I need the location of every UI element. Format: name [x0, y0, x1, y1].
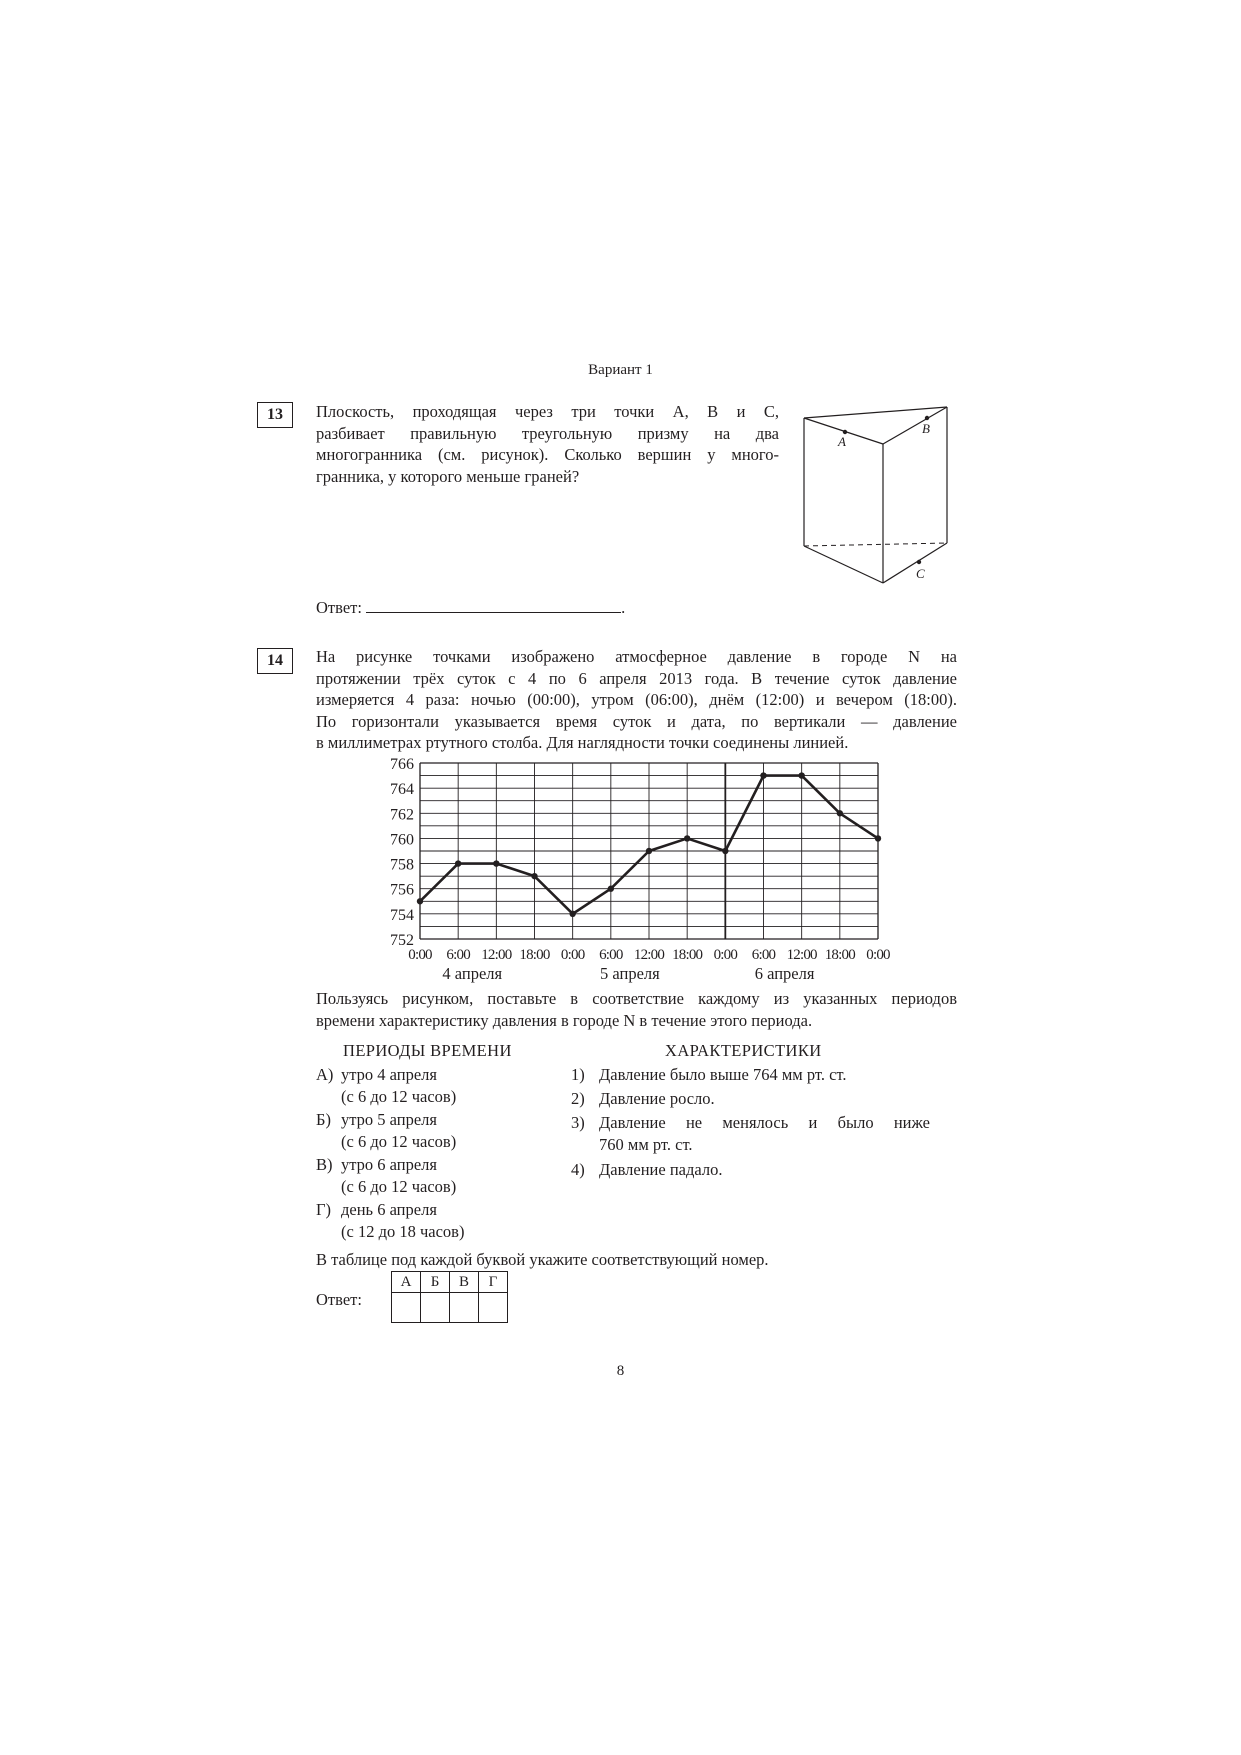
- char-text: Давление не менялось и было ниже: [599, 1113, 930, 1132]
- x-tick-label: 0:00: [713, 947, 738, 963]
- label-b: B: [922, 421, 930, 436]
- point-c: [917, 560, 921, 564]
- question-14-text: [316, 646, 957, 754]
- table-instruction: В таблице под каждой буквой укажите соответствующий номер.: [316, 1250, 769, 1269]
- q13-line: многогранника (см. рисунок). Сколько вершин у много-: [316, 445, 779, 464]
- q14-instr-line: Пользуясь рисунком, поставьте в соответствие каждому из указанных периодов: [316, 989, 957, 1008]
- period-time: (с 12 до 18 часов): [341, 1222, 465, 1241]
- periods-title: ПЕРИОДЫ ВРЕМЕНИ: [343, 1041, 512, 1060]
- x-tick-label: 6:00: [446, 947, 470, 963]
- period-item: В): [316, 1155, 333, 1174]
- answer-cell-a[interactable]: [392, 1293, 421, 1323]
- data-point: [608, 886, 614, 892]
- answer-cell-b[interactable]: [421, 1293, 450, 1323]
- data-point: [531, 873, 537, 879]
- x-tick-label: 18:00: [519, 947, 550, 963]
- q14-line: в миллиметрах ртутного столба. Для наглядности точки соединены линией.: [316, 733, 849, 752]
- q14-instructions: [316, 988, 957, 1031]
- question-13-text: [316, 401, 779, 487]
- x-tick-label: 12:00: [481, 947, 512, 963]
- answer-table-header: В: [450, 1272, 479, 1293]
- prism-figure: [790, 395, 960, 595]
- data-point: [760, 772, 766, 778]
- x-tick-label: 0:00: [866, 947, 890, 963]
- q13-line: разбивает правильную треугольную призму на два: [316, 423, 779, 443]
- y-tick-label: 754: [390, 906, 414, 924]
- q13-answer-field[interactable]: [366, 596, 621, 613]
- x-tick-label: 6:00: [751, 947, 776, 963]
- answer-cell-v[interactable]: [450, 1293, 479, 1323]
- label-a: A: [838, 434, 846, 449]
- data-point: [455, 860, 461, 866]
- period-time: (с 6 до 12 часов): [341, 1132, 457, 1151]
- y-tick-label: 766: [390, 756, 414, 773]
- char-text: 760 мм рт. ст.: [599, 1135, 693, 1154]
- answer-table-header: Г: [479, 1272, 508, 1293]
- date-label: 4 апреля: [442, 964, 503, 983]
- period-time: (с 6 до 12 часов): [341, 1087, 457, 1106]
- q13-answer-row: [316, 596, 625, 619]
- q14-line: По горизонтали указывается время суток и дата, по вертикали — давление: [316, 711, 957, 731]
- label-c: C: [916, 566, 925, 581]
- data-point: [417, 898, 423, 904]
- question-13-number: 13: [257, 402, 293, 428]
- q13-line: Плоскость, проходящая через три точки A, B и C,: [316, 402, 779, 421]
- data-point: [837, 810, 843, 816]
- period-text: утро 5 апреля: [341, 1110, 437, 1129]
- x-tick-label: 18:00: [824, 947, 855, 963]
- x-tick-label: 12:00: [633, 947, 665, 963]
- x-tick-label: 0:00: [408, 947, 432, 963]
- data-point: [798, 772, 804, 778]
- data-point: [722, 848, 728, 854]
- point-b: [925, 416, 929, 420]
- q14-line: На рисунке точками изображено атмосферное давление в городе N на: [316, 647, 957, 666]
- period-time: (с 6 до 12 часов): [341, 1177, 457, 1196]
- q14-line: измеряется 4 раза: ночью (00:00), утром (06:00), днём (12:00) и вечером (18:00).: [316, 690, 957, 709]
- x-tick-label: 18:00: [672, 947, 703, 963]
- y-tick-label: 760: [390, 831, 414, 849]
- pressure-chart: [380, 750, 920, 990]
- char-number: 3): [571, 1113, 585, 1132]
- page-header: Вариант 1: [588, 362, 653, 378]
- data-point: [684, 835, 690, 841]
- answer-cell-g[interactable]: [479, 1293, 508, 1323]
- x-tick-label: 12:00: [786, 947, 817, 963]
- char-text: Давление было выше 764 мм рт. ст.: [599, 1065, 847, 1084]
- q13-answer-end: .: [621, 598, 626, 617]
- date-label: 6 апреля: [754, 964, 815, 983]
- x-tick-label: 0:00: [560, 947, 585, 963]
- y-tick-label: 756: [390, 881, 414, 899]
- q13-line: гранника, у которого меньше граней?: [316, 466, 580, 486]
- y-tick-label: 758: [390, 856, 414, 874]
- x-tick-label: 6:00: [599, 947, 623, 963]
- period-text: утро 4 апреля: [341, 1065, 437, 1084]
- page-number: 8: [616, 1363, 625, 1379]
- answer-table-header: Б: [421, 1272, 450, 1293]
- answer-table: [391, 1271, 508, 1323]
- y-tick-label: 752: [390, 932, 414, 949]
- char-number: 1): [571, 1065, 585, 1084]
- q14-instr-line: времени характеристику давления в городе N в течение этого периода.: [316, 1010, 813, 1030]
- date-label: 5 апреля: [600, 964, 660, 983]
- data-point: [646, 848, 652, 854]
- q14-line: протяжении трёх суток с 4 по 6 апреля 2013 года. В течение суток давление: [316, 668, 957, 688]
- data-point: [493, 860, 499, 866]
- question-14-number: 14: [257, 648, 293, 674]
- data-point: [875, 835, 881, 841]
- q14-answer-label: Ответ:: [316, 1290, 362, 1309]
- period-text: утро 6 апреля: [341, 1155, 437, 1174]
- char-text: Давление росло.: [599, 1089, 715, 1108]
- period-item: Б): [316, 1110, 331, 1129]
- y-tick-label: 764: [390, 781, 414, 799]
- characteristics-title: ХАРАКТЕРИСТИКИ: [665, 1041, 822, 1060]
- data-point: [569, 911, 575, 917]
- period-item: А): [316, 1065, 334, 1084]
- period-text: день 6 апреля: [341, 1200, 437, 1219]
- char-number: 4): [571, 1160, 585, 1179]
- y-tick-label: 762: [390, 806, 414, 824]
- char-text: Давление падало.: [599, 1160, 723, 1179]
- q13-answer-label: Ответ:: [316, 598, 362, 617]
- period-item: Г): [316, 1200, 332, 1219]
- answer-table-header: А: [392, 1272, 421, 1293]
- char-number: 2): [571, 1089, 585, 1108]
